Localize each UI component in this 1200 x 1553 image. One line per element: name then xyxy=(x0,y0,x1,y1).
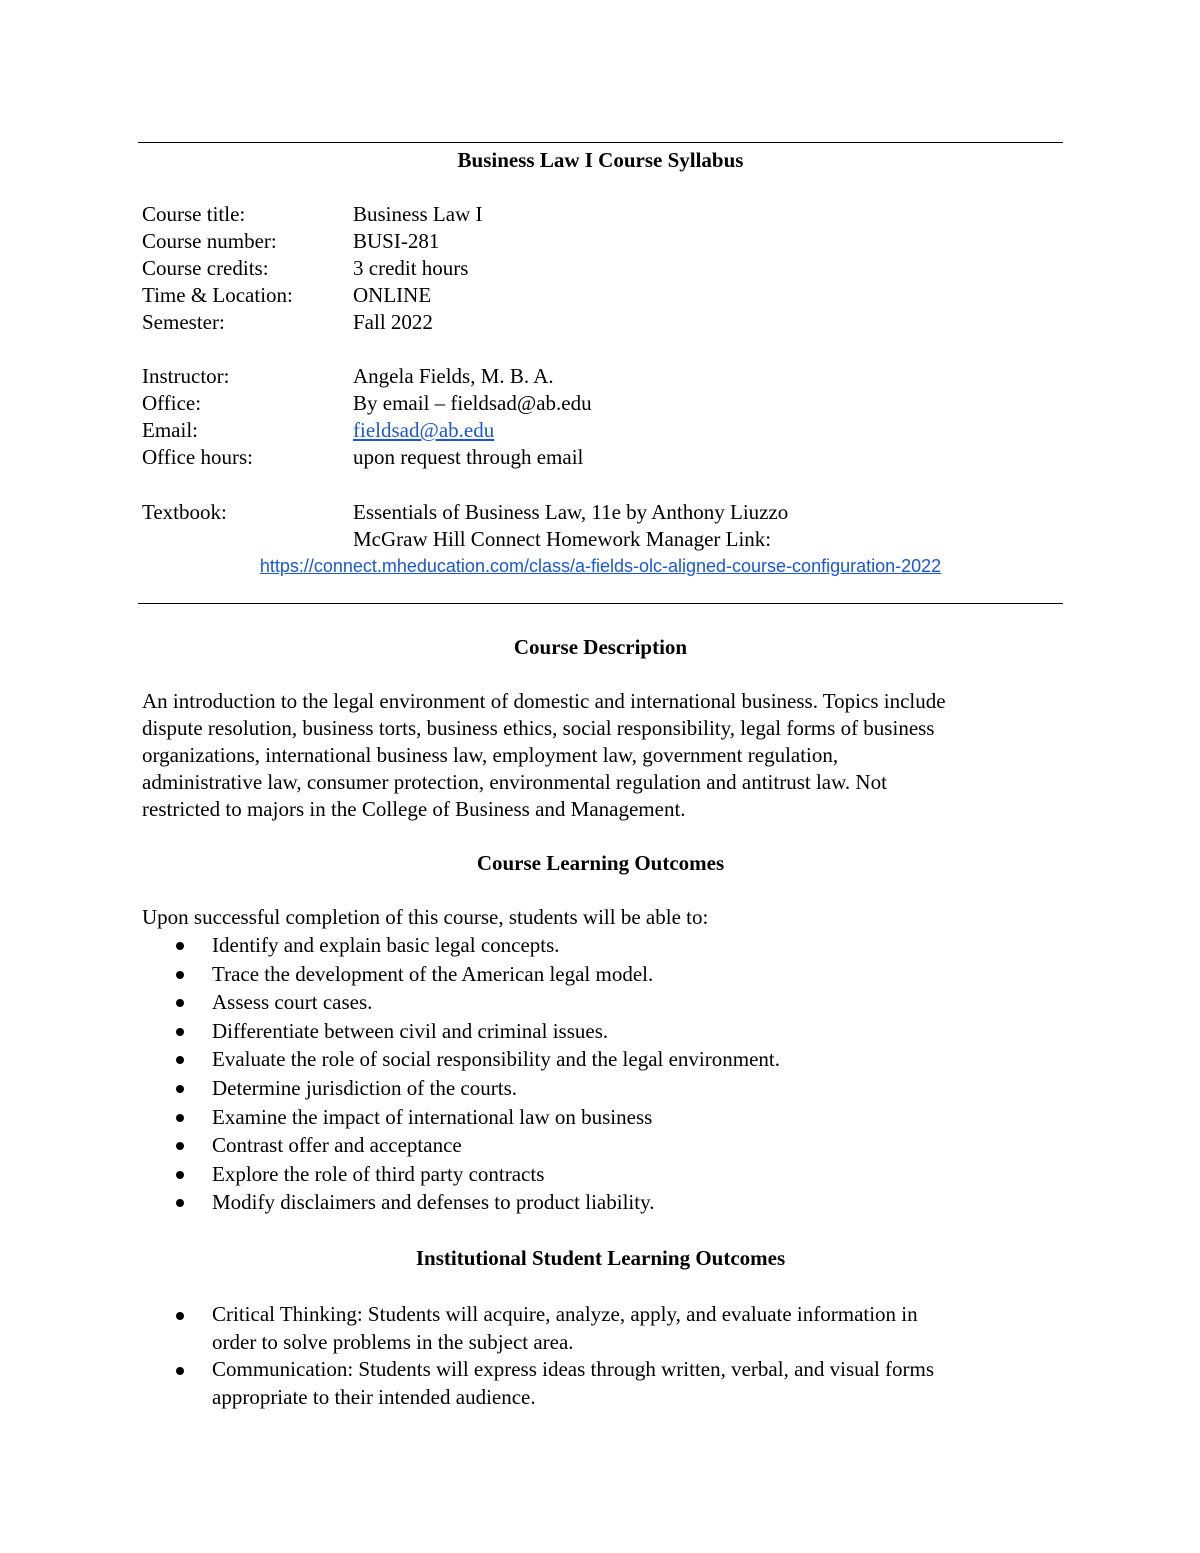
bullet-icon xyxy=(176,1312,184,1320)
bullet-icon xyxy=(176,1028,184,1036)
time-location-label: Time & Location: xyxy=(142,283,293,307)
semester-value: Fall 2022 xyxy=(353,310,433,334)
bullet-icon xyxy=(176,942,184,950)
office-value: By email – fieldsad@ab.edu xyxy=(353,391,592,415)
course-description-text xyxy=(142,688,1062,823)
course-number-value: BUSI-281 xyxy=(353,229,440,253)
time-location-value: ONLINE xyxy=(353,283,432,307)
list-item: Evaluate the role of social responsibility and the legal environment. xyxy=(142,1045,1062,1074)
course-credits-value: 3 credit hours xyxy=(353,256,469,280)
list-item: Examine the impact of international law on business xyxy=(142,1103,1062,1132)
list-item: Assess court cases. xyxy=(142,988,1062,1017)
bullet-icon xyxy=(176,1114,184,1122)
course-number-label: Course number: xyxy=(142,229,277,253)
course-title-label: Course title: xyxy=(142,202,246,226)
textbook-label: Textbook: xyxy=(142,500,227,524)
description-line: organizations, international business law, employment law, government regulation, xyxy=(142,743,839,767)
top-divider xyxy=(138,142,1063,143)
institutional-outcomes-list xyxy=(142,1301,1062,1411)
connect-url-link[interactable]: https://connect.mheducation.com/class/a-fields-olc-aligned-course-configuration-2022 xyxy=(259,556,942,576)
instructor-value: Angela Fields, M. B. A. xyxy=(353,364,554,388)
description-line: An introduction to the legal environment of domestic and international business. Topics include xyxy=(142,689,946,713)
institutional-outcomes-heading: Institutional Student Learning Outcomes xyxy=(415,1246,786,1270)
semester-label: Semester: xyxy=(142,310,225,334)
learning-outcomes-list xyxy=(142,931,1062,1217)
bullet-icon xyxy=(176,999,184,1007)
office-hours-label: Office hours: xyxy=(142,445,253,469)
description-line: administrative law, consumer protection, environmental regulation and antitrust law. Not xyxy=(142,770,887,794)
bullet-icon xyxy=(176,1171,184,1179)
list-item: Differentiate between civil and criminal issues. xyxy=(142,1017,1062,1046)
connect-link-label: McGraw Hill Connect Homework Manager Link: xyxy=(353,527,772,551)
bullet-icon xyxy=(176,1085,184,1093)
course-description-heading: Course Description xyxy=(513,635,688,659)
list-item: Determine jurisdiction of the courts. xyxy=(142,1074,1062,1103)
office-label: Office: xyxy=(142,391,202,415)
list-item: Identify and explain basic legal concepts. xyxy=(142,931,1062,960)
instructor-label: Instructor: xyxy=(142,364,230,388)
bullet-icon xyxy=(176,1142,184,1150)
description-line: restricted to majors in the College of Business and Management. xyxy=(142,797,686,821)
learning-outcomes-intro: Upon successful completion of this course, students will be able to: xyxy=(142,905,709,929)
email-label: Email: xyxy=(142,418,198,442)
course-credits-label: Course credits: xyxy=(142,256,269,280)
bullet-icon xyxy=(176,1367,184,1375)
learning-outcomes-heading: Course Learning Outcomes xyxy=(476,851,725,875)
document-title: Business Law I Course Syllabus xyxy=(457,148,744,172)
list-item: Contrast offer and acceptance xyxy=(142,1131,1062,1160)
bullet-icon xyxy=(176,971,184,979)
bullet-icon xyxy=(176,1056,184,1064)
list-item: Communication: Students will express ideas through written, verbal, and visual forms appropriate to their intended audience. xyxy=(142,1356,1062,1411)
office-hours-value: upon request through email xyxy=(353,445,584,469)
email-link[interactable]: fieldsad@ab.edu xyxy=(353,418,495,442)
description-line: dispute resolution, business torts, business ethics, social responsibility, legal forms of business xyxy=(142,716,935,740)
middle-divider xyxy=(138,603,1063,604)
textbook-title: Essentials of Business Law, 11e by Anthony Liuzzo xyxy=(353,500,789,524)
list-item: Explore the role of third party contracts xyxy=(142,1160,1062,1189)
bullet-icon xyxy=(176,1199,184,1207)
course-title-value: Business Law I xyxy=(353,202,483,226)
list-item: Modify disclaimers and defenses to product liability. xyxy=(142,1188,1062,1217)
list-item: Trace the development of the American legal model. xyxy=(142,960,1062,989)
list-item: Critical Thinking: Students will acquire, analyze, apply, and evaluate information in order to solve problems in the subject area. xyxy=(142,1301,1062,1356)
